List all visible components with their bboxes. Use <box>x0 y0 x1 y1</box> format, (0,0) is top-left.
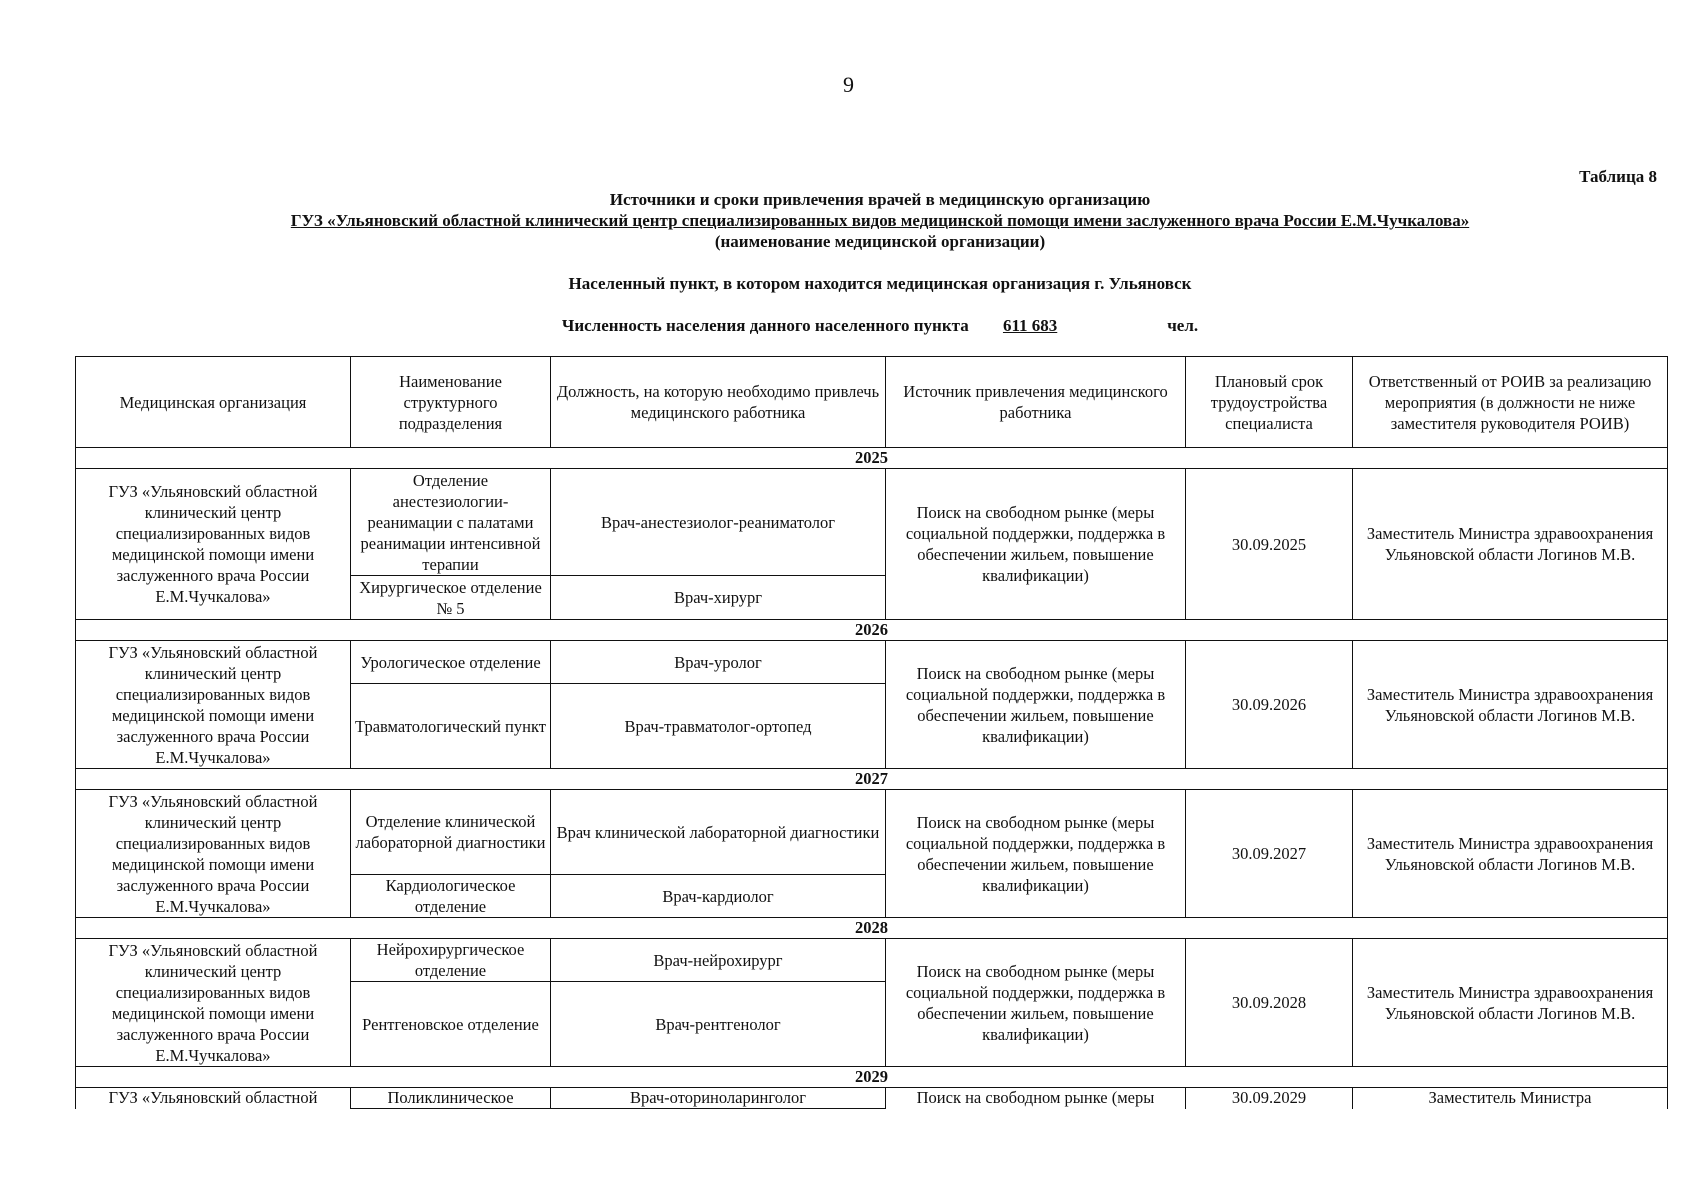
organization-cell: ГУЗ «Ульяновский областной клинический центр специализированных видов медицинской помощи имени заслуженного врача России Е.М.Чучкалова» <box>76 641 351 769</box>
organization-caption: (наименование медицинской организации) <box>714 232 1046 251</box>
deadline-cell: 30.09.2025 <box>1186 469 1353 620</box>
header-unit: Наименование структурного подразделения <box>351 357 551 448</box>
position-cell: Врач клинической лабораторной диагностики <box>551 790 886 875</box>
deadline-cell: 30.09.2028 <box>1186 939 1353 1067</box>
header-organization: Медицинская организация <box>76 357 351 448</box>
table-row <box>76 641 1668 684</box>
source-cell: Поиск на свободном рынке (меры социальной поддержки, поддержка в обеспечении жильем, повышение квалификации) <box>886 469 1186 620</box>
position-cell: Врач-рентгенолог <box>551 982 886 1067</box>
year-label: 2029 <box>76 1067 1668 1088</box>
source-cell: Поиск на свободном рынке (меры социальной поддержки, поддержка в обеспечении жильем, повышение квалификации) <box>886 939 1186 1067</box>
source-cell: Поиск на свободном рынке (меры социальной поддержки, поддержка в обеспечении жильем, повышение квалификации) <box>886 641 1186 769</box>
unit-cell: Отделение клинической лабораторной диагностики <box>351 790 551 875</box>
table-row <box>76 1088 1668 1109</box>
population-value: 611 683 <box>1002 316 1058 335</box>
header-source: Источник привлечения медицинского работника <box>886 357 1186 448</box>
population-line <box>80 316 1680 336</box>
responsible-cell: Заместитель Министра здравоохранения Ульяновской области Логинов М.В. <box>1353 469 1668 620</box>
table-row <box>76 469 1668 576</box>
unit-cell: Рентгеновское отделение <box>351 982 551 1067</box>
position-cell: Врач-оториноларинголог <box>551 1088 886 1109</box>
year-row <box>76 448 1668 469</box>
population-unit: чел. <box>1167 316 1199 335</box>
unit-cell: Хирургическое отделение № 5 <box>351 576 551 620</box>
year-row <box>76 1067 1668 1088</box>
deadline-cell: 30.09.2029 <box>1186 1088 1353 1109</box>
page-number: 9 <box>843 72 854 97</box>
organization-cell: ГУЗ «Ульяновский областной клинический центр специализированных видов медицинской помощи имени заслуженного врача России Е.М.Чучкалова» <box>76 939 351 1067</box>
year-label: 2025 <box>76 448 1668 469</box>
deadline-cell: 30.09.2026 <box>1186 641 1353 769</box>
unit-cell: Кардиологическое отделение <box>351 875 551 918</box>
document-title: Источники и сроки привлечения врачей в медицинскую организацию <box>609 190 1151 209</box>
locality-line: Населенный пункт, в котором находится медицинская организация г. Ульяновск <box>568 274 1192 293</box>
header-position: Должность, на которую необходимо привлечь медицинского работника <box>551 357 886 448</box>
unit-cell: Урологическое отделение <box>351 641 551 684</box>
organization-cell: ГУЗ «Ульяновский областной <box>76 1088 351 1109</box>
position-cell: Врач-хирург <box>551 576 886 620</box>
unit-cell: Нейрохирургическое отделение <box>351 939 551 982</box>
organization-cell: ГУЗ «Ульяновский областной клинический центр специализированных видов медицинской помощи имени заслуженного врача России Е.М.Чучкалова» <box>76 469 351 620</box>
year-label: 2026 <box>76 620 1668 641</box>
unit-cell: Поликлиническое <box>351 1088 551 1109</box>
year-label: 2027 <box>76 769 1668 790</box>
table-row <box>76 939 1668 982</box>
unit-cell: Травматологический пункт <box>351 684 551 769</box>
source-cell: Поиск на свободном рынке (меры социальной поддержки, поддержка в обеспечении жильем, повышение квалификации) <box>886 790 1186 918</box>
responsible-cell: Заместитель Министра здравоохранения Ульяновской области Логинов М.В. <box>1353 641 1668 769</box>
organization-cell: ГУЗ «Ульяновский областной клинический центр специализированных видов медицинской помощи имени заслуженного врача России Е.М.Чучкалова» <box>76 790 351 918</box>
year-label: 2028 <box>76 918 1668 939</box>
population-label: Численность населения данного населенного пункта <box>561 316 969 335</box>
table-row <box>76 790 1668 875</box>
header-row <box>76 357 1668 448</box>
position-cell: Врач-уролог <box>551 641 886 684</box>
position-cell: Врач-травматолог-ортопед <box>551 684 886 769</box>
year-row <box>76 918 1668 939</box>
year-row <box>76 769 1668 790</box>
unit-cell: Отделение анестезиологии-реанимации с палатами реанимации интенсивной терапии <box>351 469 551 576</box>
responsible-cell: Заместитель Министра здравоохранения Ульяновской области Логинов М.В. <box>1353 790 1668 918</box>
header-responsible: Ответственный от РОИВ за реализацию мероприятия (в должности не ниже заместителя руководителя РОИВ) <box>1353 357 1668 448</box>
recruitment-table <box>75 356 1668 1109</box>
organization-name: ГУЗ «Ульяновский областной клинический центр специализированных видов медицинской помощи имени заслуженного врача России Е.М.Чучкалова» <box>290 211 1470 230</box>
responsible-cell: Заместитель Министра <box>1353 1088 1668 1109</box>
responsible-cell: Заместитель Министра здравоохранения Ульяновской области Логинов М.В. <box>1353 939 1668 1067</box>
position-cell: Врач-нейрохирург <box>551 939 886 982</box>
position-cell: Врач-анестезиолог-реаниматолог <box>551 469 886 576</box>
position-cell: Врач-кардиолог <box>551 875 886 918</box>
source-cell: Поиск на свободном рынке (меры <box>886 1088 1186 1109</box>
header-deadline: Плановый срок трудоустройства специалиста <box>1186 357 1353 448</box>
table-label: Таблица 8 <box>1579 167 1657 186</box>
deadline-cell: 30.09.2027 <box>1186 790 1353 918</box>
year-row <box>76 620 1668 641</box>
